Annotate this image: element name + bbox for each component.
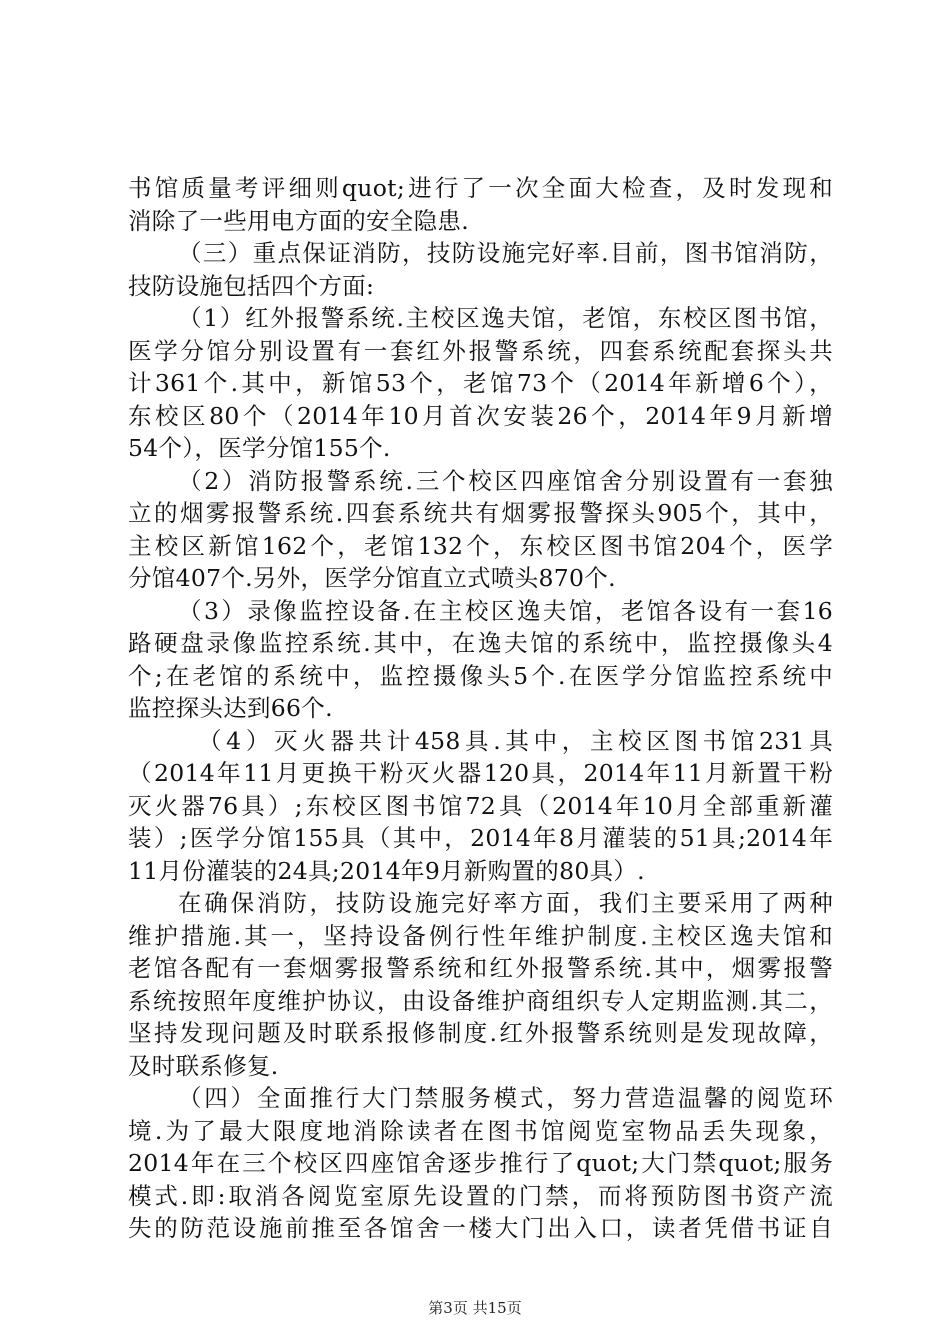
text-line: 个;在老馆的系统中，监控摄像头5个.在医学分馆监控系统中 (128, 661, 833, 690)
text-line: 分馆407个.另外，医学分馆直立式喷头870个. (128, 564, 616, 592)
text-line: 坚持发现问题及时联系报修制度.红外报警系统则是发现故障， (128, 1019, 833, 1047)
text-line: 东校区80个（2014年10月首次安装26个，2014年9月新增 (128, 401, 833, 430)
text-line: 及时联系修复. (128, 1051, 279, 1080)
text-line: 医学分馆分别设置有一套红外报警系统，四套系统配套探头共 (128, 336, 833, 365)
text-line: 老馆各配有一套烟雾报警系统和红外报警系统.其中，烟雾报警 (128, 954, 833, 982)
text-line: 维护措施.其一，坚持设备例行性年维护制度.主校区逸夫馆和 (128, 921, 833, 950)
text-line: 灭火器76具）;东校区图书馆72具（2014年10月全部重新灌 (128, 791, 833, 820)
page-footer: 第3页 共15页 (428, 1299, 522, 1317)
text-line: （3）录像监控设备.在主校区逸夫馆，老馆各设有一套16 (178, 596, 833, 625)
text-line: （三）重点保证消防，技防设施完好率.目前，图书馆消防， (178, 239, 833, 267)
text-line: 技防设施包括四个方面: (128, 271, 375, 300)
text-line: 2014年在三个校区四座馆舍逐步推行了quot;大门禁quot;服务 (128, 1149, 833, 1177)
text-line: （1）红外报警系统.主校区逸夫馆，老馆，东校区图书馆， (178, 304, 833, 332)
text-line: 模式.即:取消各阅览室原先设置的门禁，而将预防图书资产流 (128, 1181, 833, 1210)
text-line: 消除了一些用电方面的安全隐患. (128, 206, 469, 235)
text-line: 立的烟雾报警系统.四套系统共有烟雾报警探头905个，其中， (128, 499, 833, 527)
text-line: 监控探头达到66个. (128, 694, 333, 722)
text-line: 计361个.其中，新馆53个，老馆73个（2014年新增6个）， (128, 369, 833, 397)
text-line: （2014年11月更换干粉灭火器120具，2014年11月新置干粉 (128, 759, 833, 787)
text-line: 失的防范设施前推至各馆舍一楼大门出入口，读者凭借书证自 (128, 1214, 833, 1242)
text-line: 54个），医学分馆155个. (128, 434, 391, 462)
document-body (128, 172, 833, 1245)
text-line: 主校区新馆162个，老馆132个，东校区图书馆204个，医学 (128, 531, 833, 560)
text-line: 境.为了最大限度地消除读者在图书馆阅览室物品丢失现象， (128, 1116, 833, 1145)
text-line: 11月份灌装的24具;2014年9月新购置的80具）. (128, 856, 645, 885)
text-line: 书馆质量考评细则quot;进行了一次全面大检查，及时发现和 (128, 174, 833, 202)
text-line: 在确保消防，技防设施完好率方面，我们主要采用了两种 (178, 889, 833, 917)
text-line: 装）;医学分馆155具（其中，2014年8月灌装的51具;2014年 (128, 824, 833, 852)
text-line: （2）消防报警系统.三个校区四座馆舍分别设置有一套独 (178, 466, 833, 495)
text-line: （4）灭火器共计458具.其中，主校区图书馆231具 (198, 726, 833, 755)
text-line: 路硬盘录像监控系统.其中，在逸夫馆的系统中，监控摄像头4 (128, 629, 833, 657)
text-line: （四）全面推行大门禁服务模式，努力营造温馨的阅览环 (178, 1084, 833, 1112)
text-line: 系统按照年度维护协议，由设备维护商组织专人定期监测.其二， (128, 986, 833, 1015)
